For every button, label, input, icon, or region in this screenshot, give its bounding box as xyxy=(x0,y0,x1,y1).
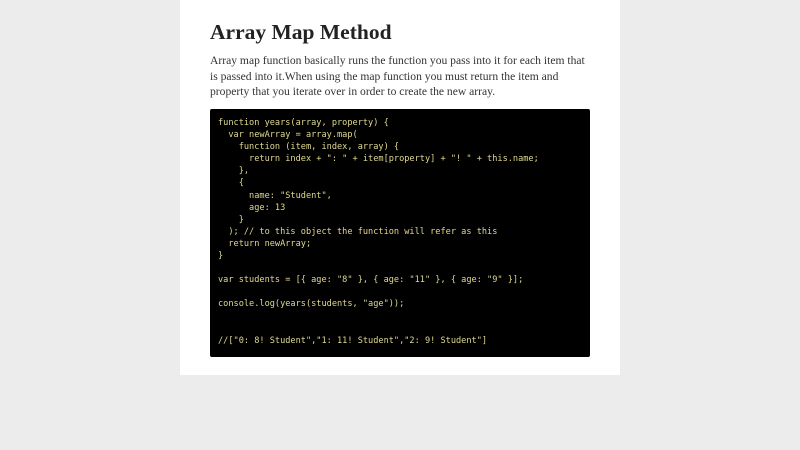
code-line: ); // to this object the function will refer as this xyxy=(218,226,498,237)
code-line: } xyxy=(218,214,244,225)
article-card xyxy=(180,0,620,375)
article-description: Array map function basically runs the function you pass into it for each item that is passed into it.When using the map function you must return the item and property that you iterate over in order to create the new array. xyxy=(210,54,585,98)
article-title: Array Map Method xyxy=(210,20,392,44)
code-line: name: "Student", xyxy=(218,190,332,201)
code-line: console.log(years(students, "age")); xyxy=(218,299,405,310)
code-line: function (item, index, array) { xyxy=(218,142,400,153)
code-snippet xyxy=(218,117,539,347)
code-line: return newArray; xyxy=(218,238,312,249)
code-block xyxy=(210,109,590,357)
code-line: var students = [{ age: "8" }, { age: "11" }, { age: "9" }]; xyxy=(218,275,524,286)
code-line: { xyxy=(218,178,244,189)
code-line: }, xyxy=(218,166,250,177)
code-line: age: 13 xyxy=(218,202,286,213)
code-line: var newArray = array.map( xyxy=(218,130,358,141)
code-line: } xyxy=(218,251,224,262)
code-line: function years(array, property) { xyxy=(218,118,389,128)
code-line: return index + ": " + item[property] + "! " + this.name; xyxy=(218,154,539,165)
code-line: //["0: 8! Student","1: 11! Student","2: 9! Student"] xyxy=(218,335,488,346)
